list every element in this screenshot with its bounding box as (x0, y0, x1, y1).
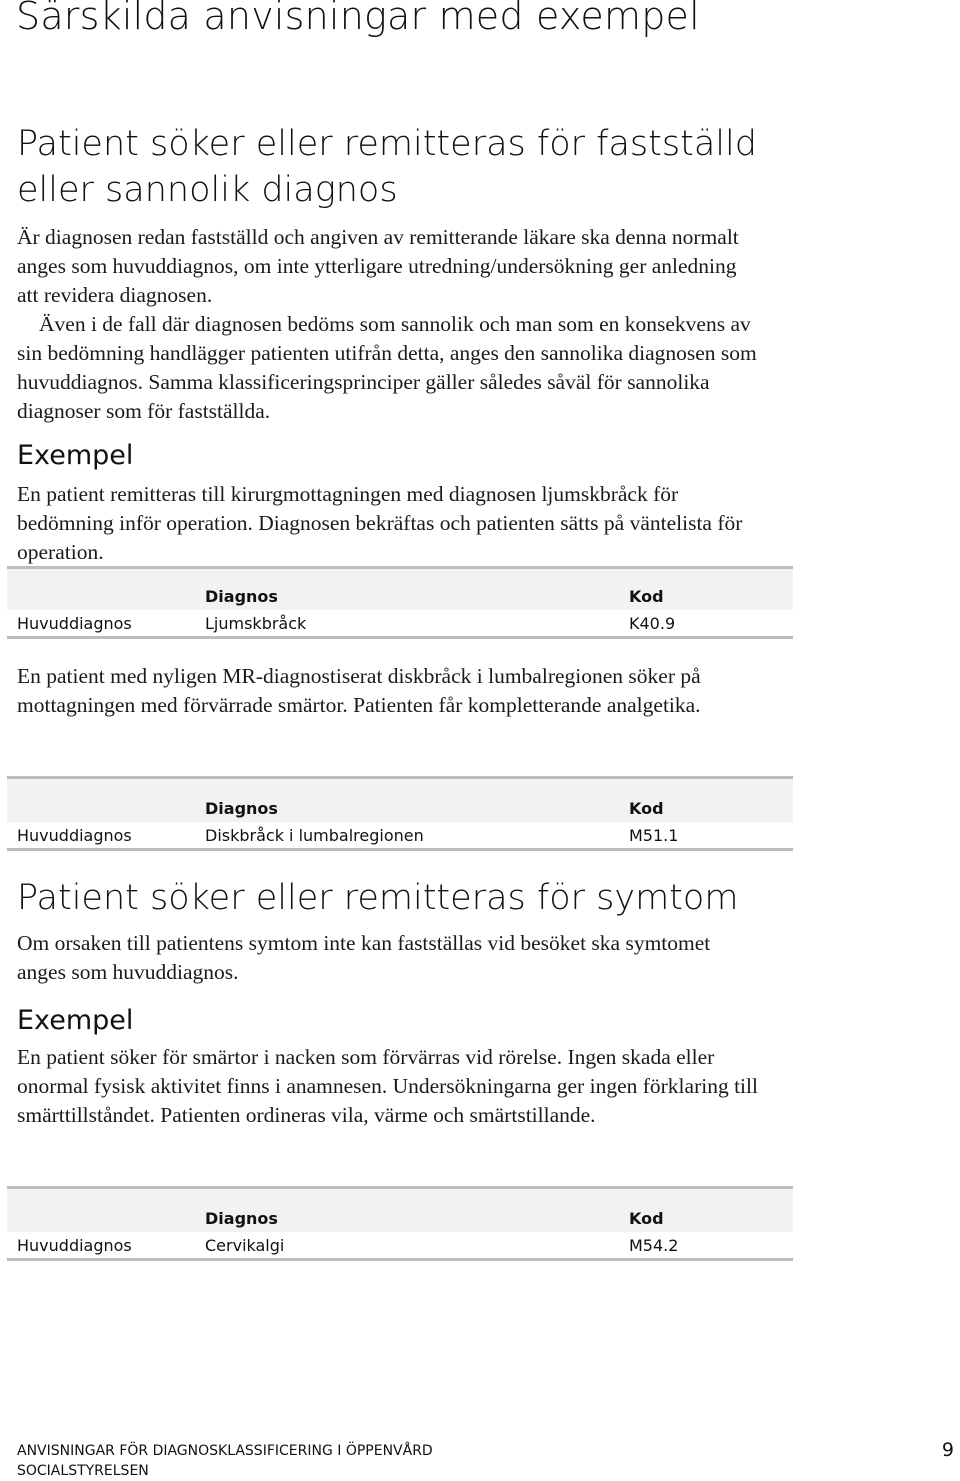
page-number: 9 (941, 1439, 954, 1461)
page-title: Särskilda anvisningar med exempel (16, 0, 700, 38)
code-cell: M51.1 (629, 822, 793, 850)
column-header-diagnos: Diagnos (205, 568, 629, 611)
example-text-neck-pain: En patient söker för smärtor i nacken som förvärras vid rörelse. Ingen skada eller onormal fysisk aktivitet finns i anamnesen. Undersökningarna ger ingen förklaring till smärttillståndet. Patienten ordineras vila, värme och smärtstillande. (17, 1045, 758, 1127)
section-heading-line2: eller sannolik diagnos (17, 170, 398, 210)
diagnosis-cell: Ljumskbråck (205, 610, 629, 638)
diagnosis-table-3 (7, 1186, 793, 1261)
paragraph-symptom: Om orsaken till patientens symtom inte kan fastställas vid besöket ska symtomet anges som huvuddiagnos. (17, 931, 711, 984)
diagnosis-cell: Cervikalgi (205, 1232, 629, 1260)
table-header-row (7, 1188, 793, 1233)
diagnosis-table-2 (7, 776, 793, 851)
row-label: Huvuddiagnos (7, 822, 205, 850)
table-header-row (7, 568, 793, 611)
row-label: Huvuddiagnos (7, 1232, 205, 1260)
code-cell: K40.9 (629, 610, 793, 638)
footer-publisher: SOCIALSTYRELSEN (17, 1463, 149, 1479)
diagnosis-table-1 (7, 566, 793, 639)
code-cell: M54.2 (629, 1232, 793, 1260)
paragraph-probable-diagnosis: Även i de fall där diagnosen bedöms som sannolik och man som en konsekvens av sin bedömning handlägger patienten utifrån detta, anges den sannolika diagnosen som huvuddiagnos. Samma klassificeringsprinciper gäller således såväl för sannolika diagnoser som för fastställda. (17, 312, 757, 423)
example-heading: Exempel (17, 440, 134, 471)
column-header-diagnos: Diagnos (205, 1188, 629, 1233)
section-heading-diagnosis (17, 121, 757, 213)
table-row (7, 822, 793, 850)
example-heading: Exempel (17, 1005, 134, 1036)
footer-document-title: ANVISNINGAR FÖR DIAGNOSKLASSIFICERING I ÖPPENVÅRD (17, 1443, 433, 1459)
paragraph-intro: Är diagnosen redan fastställd och angiven av remitterande läkare ska denna normalt anges som huvuddiagnos, om inte ytterligare utredning/undersökning ger anledning att revidera diagnosen. (17, 225, 739, 307)
column-header-kod: Kod (629, 1188, 793, 1233)
example-text-inguinal-hernia: En patient remitteras till kirurgmottagningen med diagnosen ljumskbråck för bedömning inför operation. Diagnosen bekräftas och patienten sätts på väntelista för operation. (17, 482, 743, 564)
column-header-kod: Kod (629, 568, 793, 611)
table-row (7, 610, 793, 638)
diagnosis-cell: Diskbråck i lumbalregionen (205, 822, 629, 850)
section-heading-symptom: Patient söker eller remitteras för symtom (17, 878, 739, 918)
table-header-row (7, 778, 793, 823)
row-label: Huvuddiagnos (7, 610, 205, 638)
example-text-disc-herniation: En patient med nyligen MR-diagnostiserat diskbråck i lumbalregionen söker på mottagningen med förvärrade smärtor. Patienten får kompletterande analgetika. (17, 664, 701, 717)
section-heading-line1: Patient söker eller remitteras för fastställd (17, 124, 757, 164)
column-header-diagnos: Diagnos (205, 778, 629, 823)
column-header-kod: Kod (629, 778, 793, 823)
table-row (7, 1232, 793, 1260)
